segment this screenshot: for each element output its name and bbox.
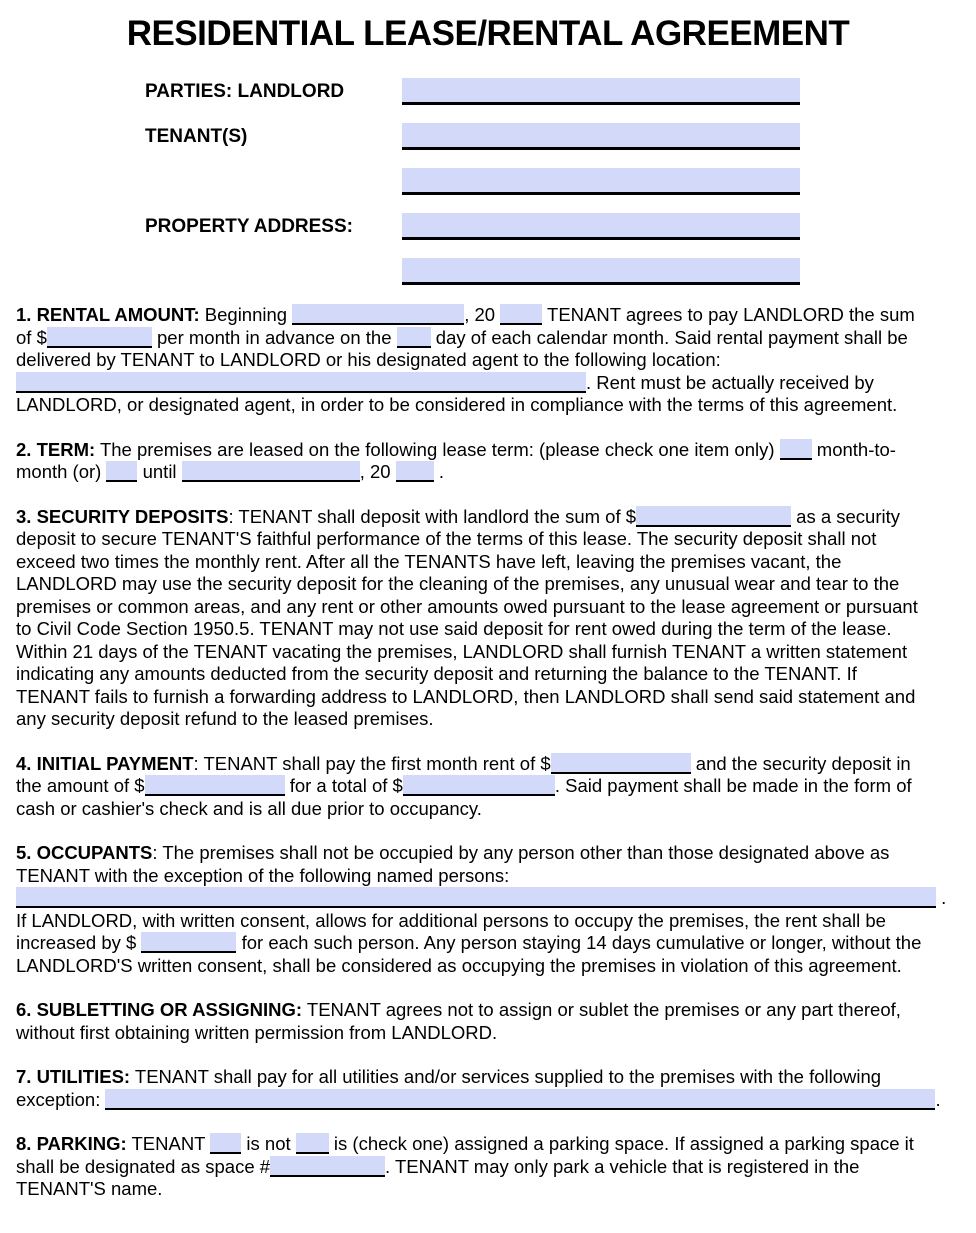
text-run: any security deposit refund to the leased premises. [16, 708, 434, 729]
text-run: increased by $ [16, 932, 142, 953]
fill-in-field[interactable] [402, 78, 800, 105]
text-run: deposit to secure TENANT'S faithful performance of the terms of this lease. The security deposit shall not [16, 528, 877, 549]
text-run: premises or common areas, and any rent or other amounts owed pursuant to the lease agreement or pursuant [16, 595, 918, 617]
section-heading-text: 7. UTILITIES: [16, 1066, 131, 1087]
text-run: The premises are leased on the following lease term: (please check one item only) [95, 438, 780, 460]
header-row [16, 258, 960, 284]
blank-field[interactable] [210, 1133, 241, 1154]
blank-field[interactable] [636, 506, 791, 527]
text-line [16, 1066, 960, 1089]
text-line [16, 932, 960, 955]
blank-field[interactable] [403, 775, 555, 796]
blank-field[interactable] [396, 461, 434, 482]
text-run: to Civil Code Section 1950.5. TENANT may not use said deposit for rent owed during the term of the lease. [16, 618, 892, 639]
section-utilities [16, 1066, 960, 1111]
header-row [16, 213, 960, 239]
section-heading-text: 4. INITIAL PAYMENT [16, 752, 194, 774]
text-run: for a total of $ [284, 775, 403, 796]
section-occupants [16, 842, 960, 977]
section-heading-text: 3. SECURITY DEPOSITS [16, 505, 229, 527]
blank-field[interactable] [106, 461, 137, 482]
blank-field[interactable] [551, 753, 691, 774]
text-line [16, 618, 960, 641]
text-run: day of each calendar month. Said rental payment shall be [430, 326, 908, 348]
text-line [16, 1089, 960, 1112]
text-run: . [935, 1088, 941, 1110]
section-heading-text: 5. OCCUPANTS [16, 842, 153, 863]
text-line [16, 506, 960, 529]
document-sections [16, 304, 960, 1201]
section-security-deposits [16, 506, 960, 731]
document-title: RESIDENTIAL LEASE/RENTAL AGREEMENT [126, 14, 850, 53]
text-run: If LANDLORD, with written consent, allows for additional persons to occupy the premises, the rent shall be [16, 909, 886, 931]
text-line [16, 910, 960, 933]
text-line [16, 663, 960, 686]
text-run: TENANT'S name. [16, 1178, 163, 1199]
text-run: , 20 [464, 304, 501, 325]
text-line [16, 775, 960, 798]
text-line [16, 686, 960, 709]
blank-field[interactable] [16, 372, 586, 393]
section-term [16, 439, 960, 484]
fill-in-field[interactable] [402, 168, 800, 195]
text-line [16, 955, 960, 978]
text-run: the amount of $ [16, 775, 145, 796]
section-heading-text: 2. TERM: [16, 438, 96, 460]
blank-field[interactable] [47, 327, 152, 348]
text-run: and the security deposit in [690, 752, 911, 774]
text-run: TENANT agrees to pay LANDLORD the sum [542, 304, 915, 325]
header-field-label: PARTIES: LANDLORD [145, 81, 345, 102]
section-heading-text: 1. RENTAL AMOUNT: [16, 304, 200, 325]
text-line [16, 372, 960, 395]
text-run: cash or cashier's check and is all due prior to occupancy. [16, 797, 482, 819]
text-run: TENANT shall pay for all utilities and/or services supplied to the premises with the following [130, 1066, 882, 1087]
text-line [16, 842, 960, 865]
text-run: TENANT fails to furnish a forwarding address to LANDLORD, then LANDLORD shall send said statement and [16, 685, 916, 707]
text-run: is not [241, 1133, 296, 1154]
header-fields [16, 78, 960, 284]
text-line [16, 304, 960, 327]
blank-field[interactable] [296, 1133, 329, 1154]
blank-field[interactable] [270, 1156, 385, 1177]
text-line [16, 461, 960, 484]
text-run: Beginning [199, 304, 293, 325]
text-run: LANDLORD may use the security deposit for the cleaning of the premises, any unusual wear and tear to the [16, 573, 900, 594]
text-run: . TENANT may only park a vehicle that is registered in the [385, 1155, 860, 1177]
text-line [16, 1133, 960, 1156]
text-run: as a security [791, 505, 901, 527]
text-run: LANDLORD, or designated agent, in order to be considered in compliance with the terms of this agreement. [16, 394, 898, 415]
text-run: : The premises shall not be occupied by any person other than those designated above as [152, 842, 890, 863]
blank-field[interactable] [145, 775, 285, 796]
text-run: shall be designated as space # [16, 1155, 271, 1177]
text-line [16, 394, 960, 417]
text-run: of $ [16, 326, 47, 348]
blank-field[interactable] [397, 327, 431, 348]
text-run: TENANT with the exception of the following named persons: [16, 864, 510, 886]
text-line [16, 349, 960, 372]
header-row [16, 168, 960, 194]
header-field-label: PROPERTY ADDRESS: [145, 216, 353, 237]
text-run: Within 21 days of the TENANT vacating the premises, LANDLORD shall furnish TENANT a written statement [16, 640, 908, 662]
text-run: : TENANT shall pay the first month rent of $ [193, 752, 551, 774]
text-run: per month in advance on the [151, 326, 397, 348]
text-run: without first obtaining written permission from LANDLORD. [16, 1021, 498, 1043]
blank-field[interactable] [780, 439, 812, 460]
text-line [16, 753, 960, 776]
text-line [16, 641, 960, 664]
text-run: . Said payment shall be made in the form of [554, 775, 912, 796]
text-run: month (or) [16, 461, 107, 482]
text-line [16, 1156, 960, 1179]
blank-field[interactable] [141, 932, 236, 953]
blank-field[interactable] [182, 461, 360, 482]
fill-in-field[interactable] [402, 213, 800, 240]
blank-field[interactable] [105, 1089, 935, 1110]
text-line [16, 1022, 960, 1045]
header-field-label [145, 258, 402, 261]
blank-field[interactable] [16, 887, 936, 908]
text-run: is (check one) assigned a parking space. If assigned a parking space it [328, 1133, 914, 1154]
text-run: delivered by TENANT to LANDLORD or his designated agent to the following location: [16, 349, 721, 370]
header-field-label: TENANT(S) [145, 126, 248, 147]
section-heading-text: 6. SUBLETTING OR ASSIGNING: [16, 999, 303, 1020]
text-line [16, 887, 960, 910]
text-run: exceed two times the monthly rent. After all the TENANTS have left, leaving the premises vacant, the [16, 550, 842, 572]
section-initial-payment [16, 753, 960, 821]
header-row [16, 78, 960, 104]
text-run: . [936, 887, 947, 908]
text-run: for each such person. Any person staying 14 days cumulative or longer, without the [236, 932, 922, 953]
text-line [16, 551, 960, 574]
text-line [16, 573, 960, 596]
fill-in-field[interactable] [402, 258, 800, 285]
text-run: , 20 [359, 461, 396, 482]
header-field-label [145, 168, 402, 171]
blank-field[interactable] [500, 304, 542, 325]
section-rental-amount [16, 304, 960, 417]
blank-field[interactable] [292, 304, 464, 325]
text-line [16, 708, 960, 731]
text-run: . [433, 461, 444, 482]
text-run: indicating any amounts deducted from the security deposit and returning the balance to the TENANT. If [16, 663, 857, 684]
section-heading-text: 8. PARKING: [16, 1133, 127, 1154]
text-run: TENANT [126, 1133, 211, 1154]
section-subletting-or-assigning [16, 999, 960, 1044]
text-run: exception: [16, 1088, 106, 1110]
header-row [16, 123, 960, 149]
text-line [16, 865, 960, 888]
text-line [16, 798, 960, 821]
text-line [16, 1178, 960, 1201]
text-line [16, 528, 960, 551]
text-run: until [137, 461, 182, 482]
section-parking [16, 1133, 960, 1201]
text-line [16, 596, 960, 619]
fill-in-field[interactable] [402, 123, 800, 150]
text-run: . Rent must be actually received by [586, 371, 874, 393]
text-run: TENANT agrees not to assign or sublet the premises or any part thereof, [302, 999, 901, 1020]
text-line [16, 327, 960, 350]
text-line [16, 999, 960, 1022]
text-run: : TENANT shall deposit with landlord the sum of $ [228, 505, 637, 527]
text-line [16, 439, 960, 462]
text-run: month-to- [811, 438, 896, 460]
text-run: LANDLORD'S written consent, shall be considered as occupying the premises in violation of this agreement. [16, 954, 902, 976]
